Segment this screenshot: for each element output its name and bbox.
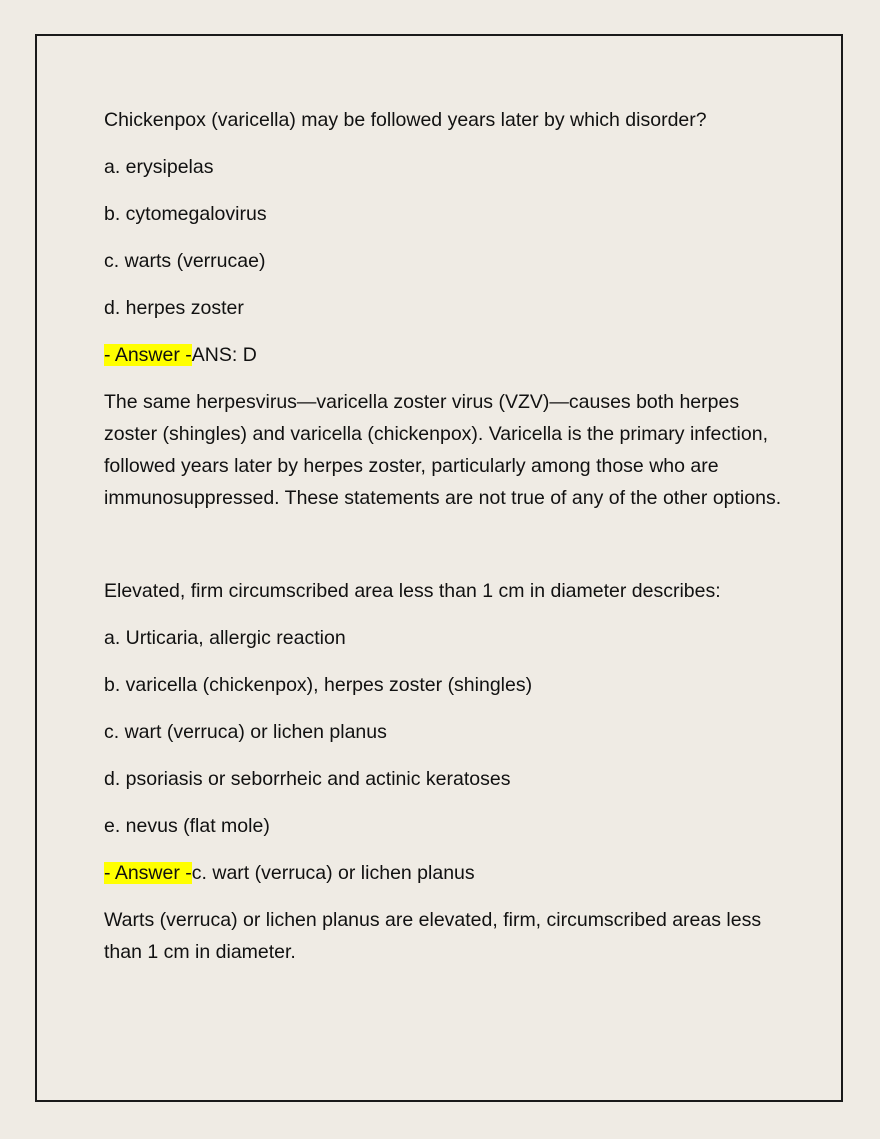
answer-line — [104, 339, 794, 371]
question-block-2 — [104, 575, 794, 968]
question-text: Elevated, firm circumscribed area less than 1 cm in diameter describes: — [104, 580, 721, 602]
document-content — [104, 104, 794, 983]
question-text: Chickenpox (varicella) may be followed years later by which disorder? — [104, 109, 707, 131]
answer-label-highlight: - Answer - — [104, 344, 192, 366]
option-b: b. varicella (chickenpox), herpes zoster (shingles) — [104, 674, 533, 696]
option-a: a. erysipelas — [104, 156, 214, 178]
rationale-text: Warts (verruca) or lichen planus are elevated, firm, circumscribed areas less than 1 cm in diameter. — [104, 909, 762, 963]
answer-label-highlight: - Answer - — [104, 862, 192, 884]
option-b: b. cytomegalovirus — [104, 203, 267, 225]
option-c: c. warts (verrucae) — [104, 250, 266, 272]
option-a: a. Urticaria, allergic reaction — [104, 627, 346, 649]
answer-line — [104, 857, 794, 889]
answer-value: ANS: D — [191, 344, 257, 366]
question-spacer — [104, 529, 794, 575]
rationale-text: The same herpesvirus—varicella zoster virus (VZV)—causes both herpes zoster (shingles) and varicella (chickenpox). Varicella is the primary infection, followed years later by herpes zoster, particularly among those who are immunosuppressed. These statements are not true of any of the other options. — [104, 391, 782, 509]
option-d: d. psoriasis or seborrheic and actinic keratoses — [104, 768, 511, 790]
answer-value: c. wart (verruca) or lichen planus — [191, 862, 475, 884]
option-e: e. nevus (flat mole) — [104, 815, 270, 837]
option-d: d. herpes zoster — [104, 297, 244, 319]
question-block-1 — [104, 104, 794, 514]
option-c: c. wart (verruca) or lichen planus — [104, 721, 387, 743]
